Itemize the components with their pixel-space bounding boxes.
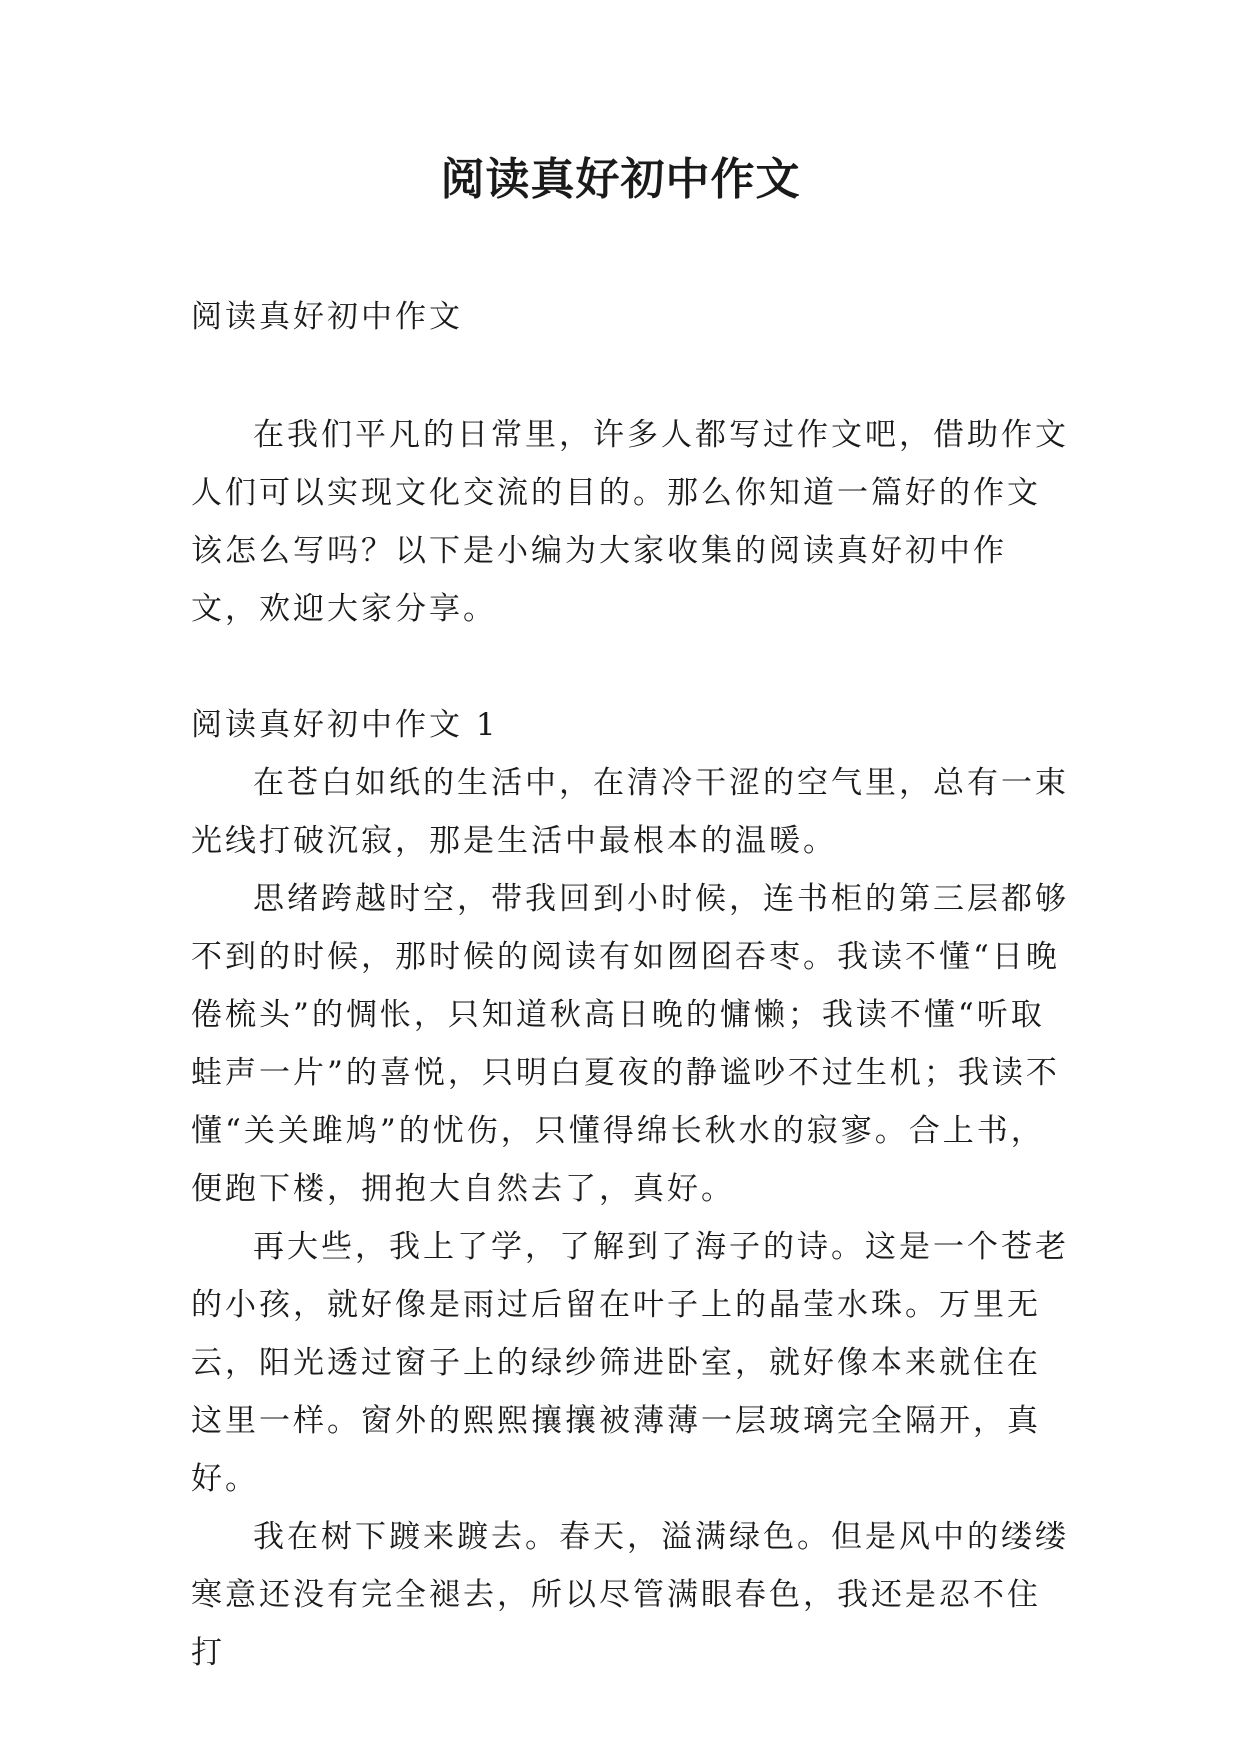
intro-paragraph: 在我们平凡的日常里，许多人都写过作文吧，借助作文人们可以实现文化交流的目的。那么你知道一篇好的作文该怎么写吗？以下是小编为大家收集的阅读真好初中作文，欢迎大家分享。	[191, 417, 1069, 627]
spacer	[191, 346, 1071, 406]
section-heading: 阅读真好初中作文 1	[191, 707, 499, 743]
document-title: 阅读真好初中作文	[440, 154, 801, 205]
body-paragraph: 我在树下踱来踱去。春天，溢满绿色。但是风中的缕缕寒意还没有完全褪去，所以尽管满眼春色，我还是忍不住打	[191, 1519, 1069, 1671]
body-paragraph: 思绪跨越时空，带我回到小时候，连书柜的第三层都够不到的时候，那时候的阅读有如囫囵吞枣。我读不懂“日晚倦梳头”的惆怅，只知道秋高日晚的慵懒；我读不懂“听取蛙声一片”的喜悦，只明白夏夜的静谧吵不过生机；我读不懂“关关雎鸠”的忧伤，只懂得绵长秋水的寂寥。合上书，便跑下楼，拥抱大自然去了，真好。	[191, 881, 1069, 1207]
body-paragraph: 再大些，我上了学，了解到了海子的诗。这是一个苍老的小孩，就好像是雨过后留在叶子上的晶莹水珠。万里无云，阳光透过窗子上的绿纱筛进卧室，就好像本来就住在这里一样。窗外的熙熙攘攘被薄薄一层玻璃完全隔开，真好。	[191, 1229, 1069, 1497]
spacer	[191, 638, 1071, 696]
document-subtitle: 阅读真好初中作文	[191, 299, 463, 335]
document-body	[191, 288, 1071, 1682]
body-paragraph: 在苍白如纸的生活中，在清冷干涩的空气里，总有一束光线打破沉寂，那是生活中最根本的温暖。	[191, 765, 1069, 859]
